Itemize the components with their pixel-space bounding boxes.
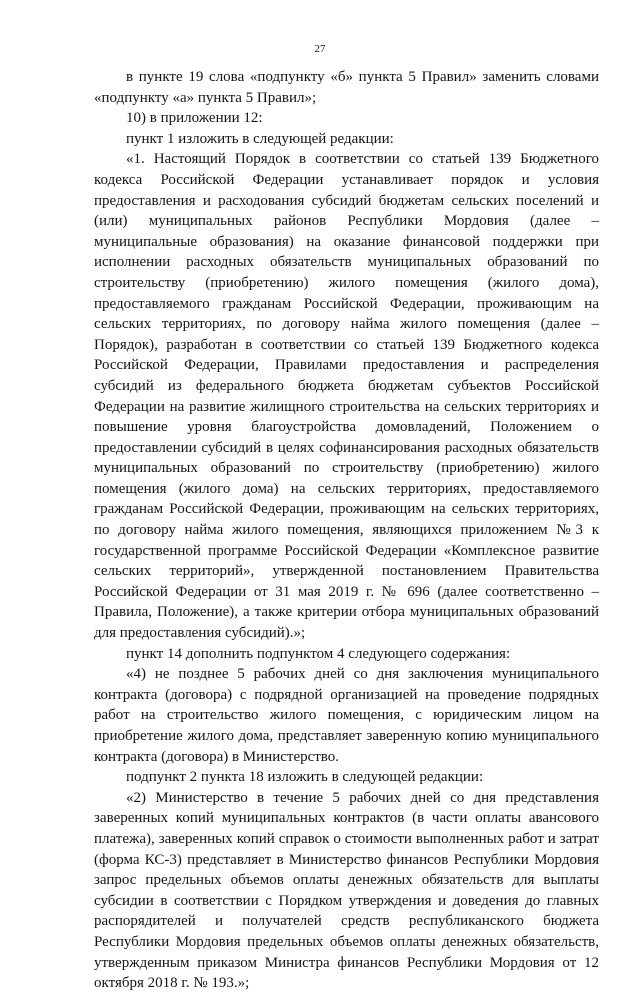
paragraph-subpoint-4-text: «4) не позднее 5 рабочих дней со дня заключения муниципального контракта (договора) с подрядной организацией на проведение подрядных работ на строительство жилого помещения, с юридическим лицом на приобретение жилого дома, представляет заверенную копию муниципального контракта (договора) в Министерство. (94, 666, 599, 765)
paragraph-item-19-amendment: в пункте 19 слова «подпункту «б» пункта 5 Правил» заменить словами «подпункту «а» пункта 5 Правил»; (94, 69, 599, 106)
paragraph-point-1-text: «1. Настоящий Порядок в соответствии со статьей 139 Бюджетного кодекса Российской Федерации устанавливает порядок и условия предоставления и расходования субсидий бюджетам сельских поселений и (или) муниципальных районов Республики Мордовия (далее – муниципальные образования) на оказание финансовой поддержки при исполнении расходных обязательств муниципальных образований по строительству (приобретению) жилого помещения (жилого дома), предоставляемого гражданам Российской Федерации, проживающим на сельских территориях, по договору найма жилого помещения (далее – Порядок), разработан в соответствии со статьей 139 Бюджетного кодекса Российской Федерации, Правилами предоставления и распределения субсидий из федерального бюджета бюджетам субъектов Российской Федерации на развитие жилищного строительства на сельских территориях и повышение уровня благоустройства домовладений, Положением о предоставлении субсидий в целях софинансирования расходных обязательств муниципальных образований по строительству (приобретению) жилого помещения (жилого дома) на сельских территориях, предоставляемого гражданам Российской Федерации, проживающим на сельских территориях, по договору найма жилого помещения, являющихся приложением №3 к государственной программе Российской Федерации «Комплексное развитие сельских территорий», утвержденной постановлением Правительства Российской Федерации от 31 мая 2019 г. № 696 (далее соответственно – Правила, Положение), а также критерии отбора муниципальных образований для предоставления субсидий).»; (94, 151, 599, 642)
paragraph-point-14-intro: пункт 14 дополнить подпунктом 4 следующего содержания: (126, 645, 511, 662)
document-body (94, 67, 599, 994)
page-number: 27 (314, 43, 326, 55)
paragraph-point-18-intro: подпункт 2 пункта 18 изложить в следующей редакции: (126, 769, 484, 786)
paragraph-point-1-intro: пункт 1 изложить в следующей редакции: (126, 130, 394, 147)
paragraph-subpoint-2-text: «2) Министерство в течение 5 рабочих дней со дня представления заверенных копий муниципальных контрактов (в части оплаты авансового платежа), заверенных копий справок о стоимости выполненных работ и затрат (форма КС-3) представляет в Министерство финансов Республики Мордовия запрос предельных объемов оплаты денежных обязательств для выплаты субсидии в соответствии с Порядком утверждения и доведения до главных распорядителей и получателей средств республиканского бюджета Республики Мордовия предельных объемов оплаты денежных обязательств, утвержденным приказом Министра финансов Республики Мордовия от 12 октября 2018 г. № 193.»; (94, 789, 599, 992)
paragraph-appendix-12-heading: 10) в приложении 12: (126, 110, 263, 127)
